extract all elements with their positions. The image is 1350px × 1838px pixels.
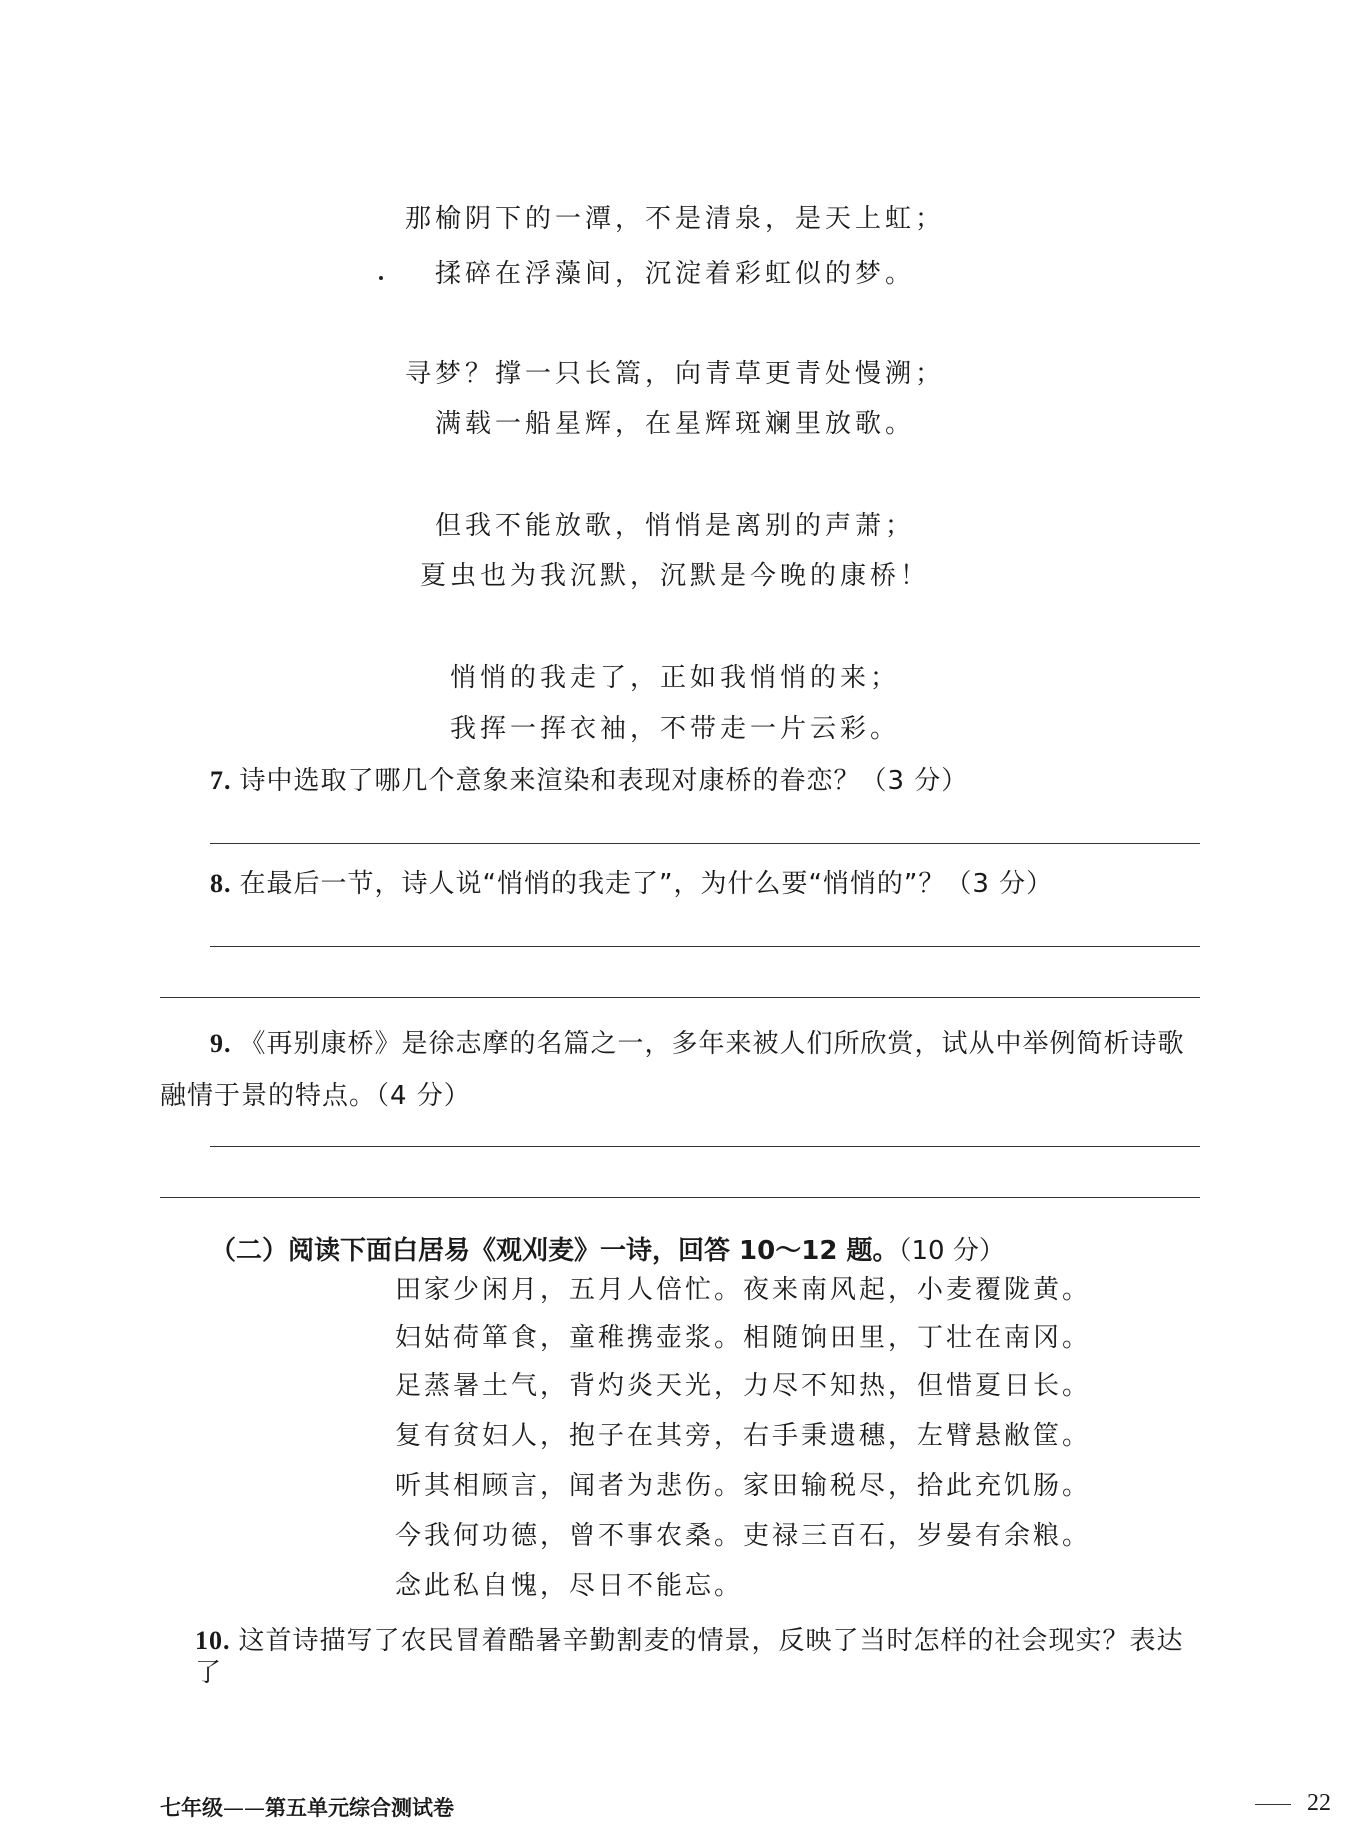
page-number-text: 22 xyxy=(1307,1790,1331,1816)
answer-line[interactable] xyxy=(210,946,1200,947)
page-number xyxy=(1255,1790,1331,1817)
classic-poem-line: 今我何功德，曾不事农桑。吏禄三百石，岁晏有余粮。 xyxy=(395,1521,1092,1551)
question-text: 诗中选取了哪几个意象来渲染和表现对康桥的眷恋？（3 分） xyxy=(239,766,969,796)
question-9 xyxy=(160,1018,1210,1122)
footer-grade: 七年级 xyxy=(160,1796,223,1820)
question-10 xyxy=(195,1625,1195,1689)
poem-line: 那榆阴下的一潭，不是清泉，是天上虹； xyxy=(404,204,945,234)
classic-poem-line: 复有贫妇人，抱子在其旁，右手秉遗穗，左臂悬敝筐。 xyxy=(395,1421,1092,1451)
poem-line: 满载一船星辉，在星辉斑斓里放歌。 xyxy=(434,409,915,439)
page-rule xyxy=(1255,1804,1291,1805)
print-speck xyxy=(379,276,383,280)
classic-poem-line: 足蒸暑土气，背灼炎天光，力尽不知热，但惜夏日长。 xyxy=(395,1371,1092,1401)
footer-test-title: 第五单元综合测试卷 xyxy=(265,1796,454,1820)
poem-line: 寻梦？撑一只长篙，向青草更青处慢溯； xyxy=(404,359,945,389)
poem-line: 但我不能放歌，悄悄是离别的声萧； xyxy=(434,511,915,541)
answer-line[interactable] xyxy=(160,1197,1200,1198)
question-text: 在最后一节，诗人说“悄悄的我走了”，为什么要“悄悄的”？（3 分） xyxy=(239,869,1054,899)
section-points: （10 分） xyxy=(898,1236,1005,1266)
poem-line: 我挥一挥衣袖，不带走一片云彩。 xyxy=(449,714,900,744)
question-number: 8. xyxy=(210,869,232,898)
question-8 xyxy=(210,868,1210,900)
classic-poem-line: 念此私自愧，尽日不能忘。 xyxy=(395,1571,744,1601)
section-title-text: （二）阅读下面白居易《观刈麦》一诗，回答 10～12 题。 xyxy=(210,1236,899,1266)
classic-poem-line: 听其相顾言，闻者为悲伤。家田输税尽，拾此充饥肠。 xyxy=(395,1471,1092,1501)
question-number: 10. xyxy=(195,1626,231,1655)
question-text: 《再别康桥》是徐志摩的名篇之一，多年来被人们所欣赏，试从中举例简析诗歌融情于景的特点。（4 分） xyxy=(160,1029,1185,1111)
footer-dash: —— xyxy=(223,1796,265,1820)
poem-line: 悄悄的我走了，正如我悄悄的来； xyxy=(449,663,900,693)
question-number: 9. xyxy=(210,1029,232,1058)
question-text: 这首诗描写了农民冒着酷暑辛勤割麦的情景，反映了当时怎样的社会现实？表达了 xyxy=(195,1626,1184,1688)
classic-poem-line: 妇姑荷箪食，童稚携壶浆。相随饷田里，丁壮在南冈。 xyxy=(395,1323,1092,1353)
question-7 xyxy=(210,765,1210,797)
question-number: 7. xyxy=(210,766,232,795)
footer-title xyxy=(160,1792,454,1822)
poem-line: 夏虫也为我沉默，沉默是今晚的康桥！ xyxy=(419,561,930,591)
poem-line: 揉碎在浮藻间，沉淀着彩虹似的梦。 xyxy=(434,259,915,289)
answer-line[interactable] xyxy=(210,843,1200,844)
answer-line[interactable] xyxy=(160,997,1200,998)
answer-line[interactable] xyxy=(210,1146,1200,1147)
section-heading xyxy=(210,1235,1210,1267)
classic-poem-line: 田家少闲月，五月人倍忙。夜来南风起，小麦覆陇黄。 xyxy=(395,1275,1092,1305)
